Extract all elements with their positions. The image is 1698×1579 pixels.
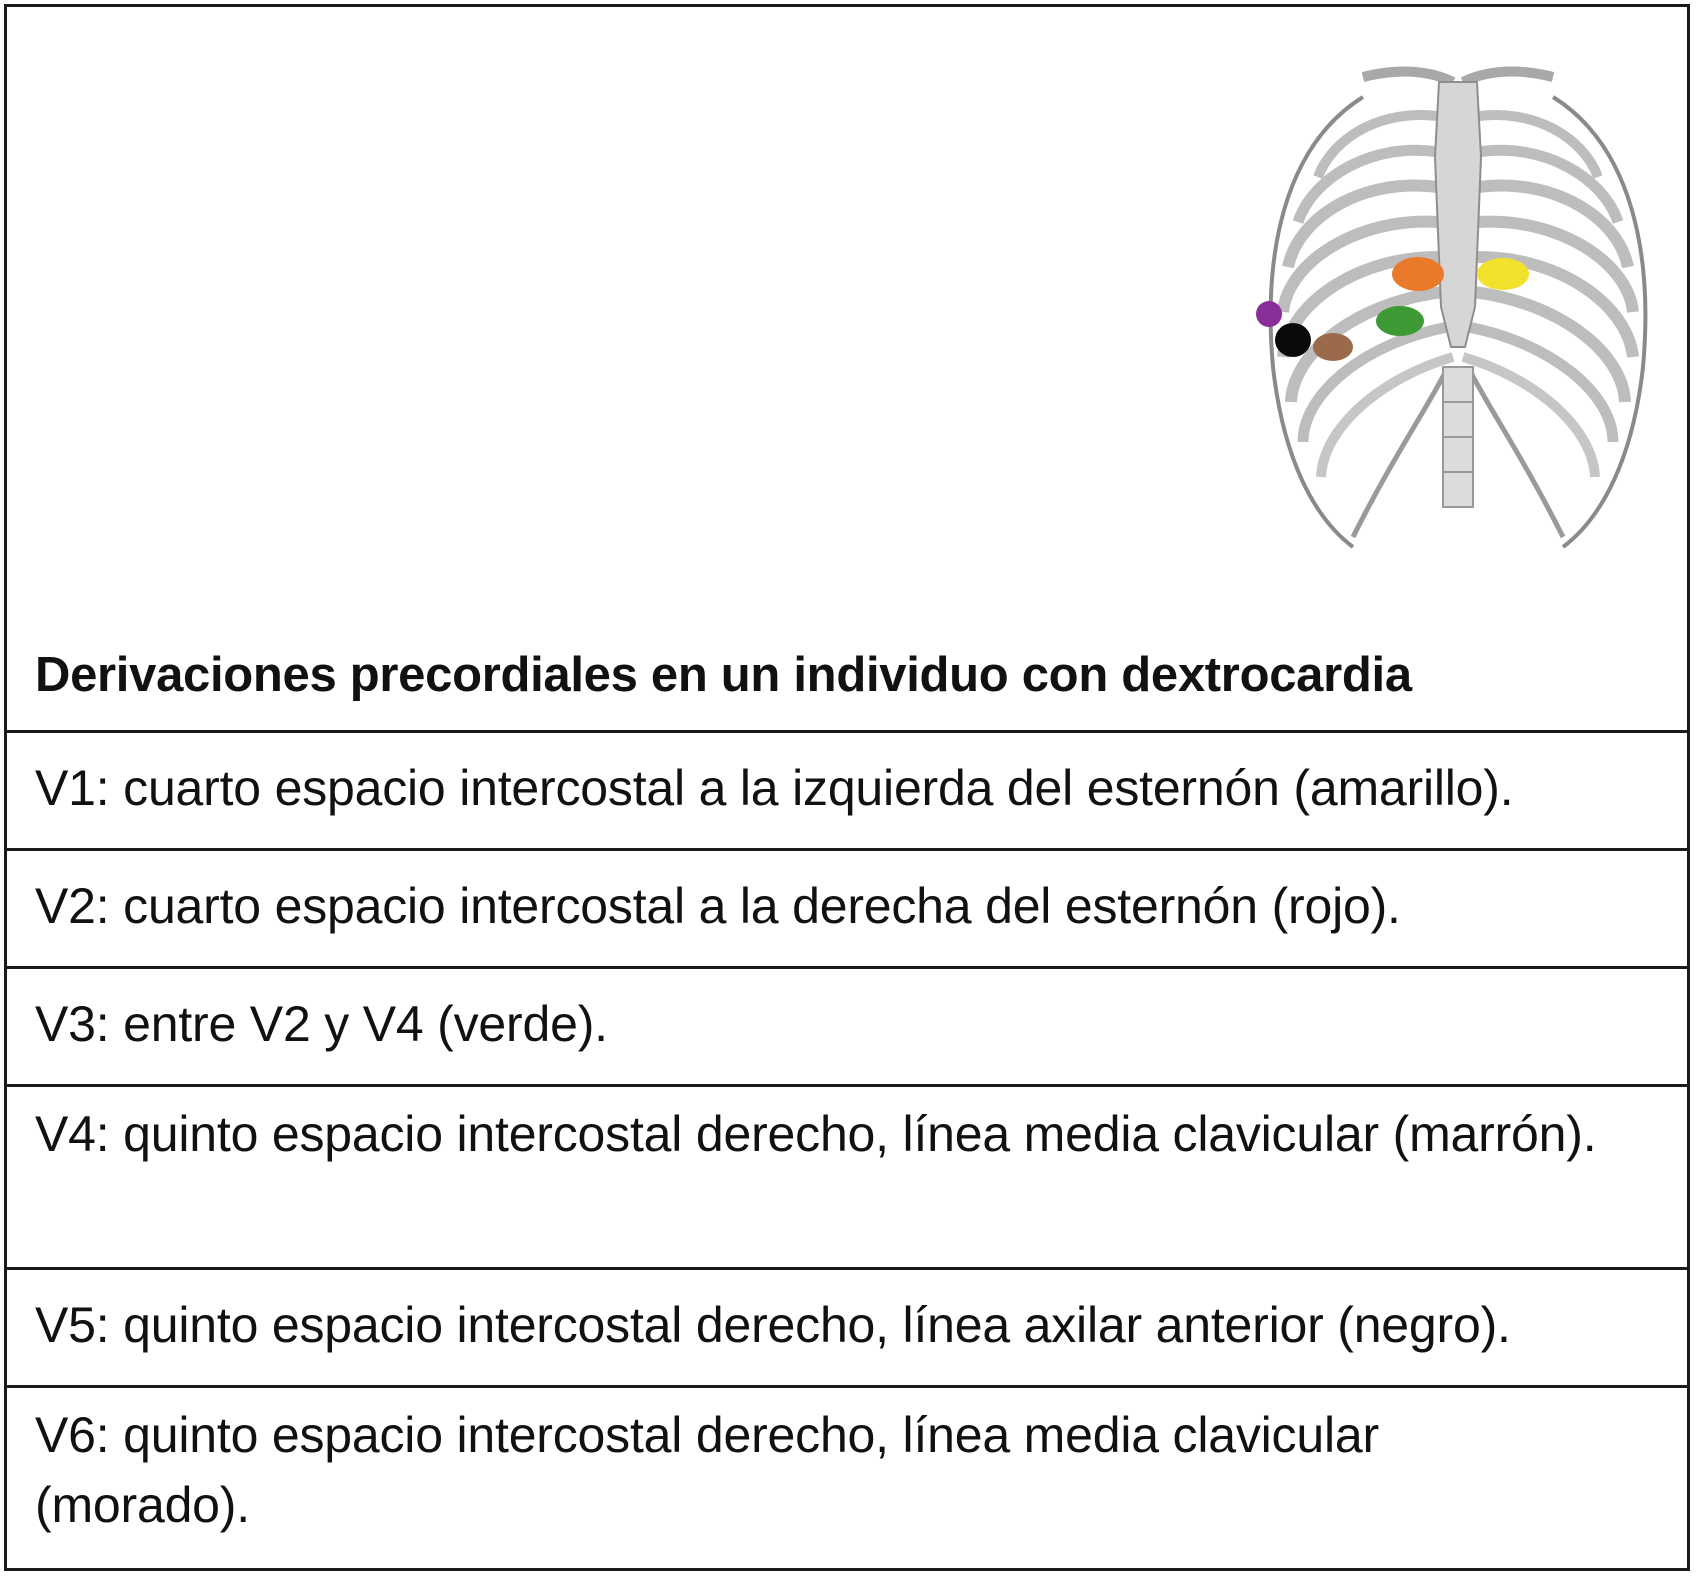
table-title: Derivaciones precordiales en un individuo con dextrocardia <box>35 648 1412 702</box>
table-row <box>7 733 1687 851</box>
table-row <box>7 1087 1687 1270</box>
electrode-v5 <box>1275 323 1311 357</box>
row-text-v2: V2: cuarto espacio intercostal a la derecha del esternón (rojo). <box>35 878 1401 934</box>
electrode-v3 <box>1376 306 1424 336</box>
table-row <box>7 1270 1687 1388</box>
electrode-v4 <box>1313 333 1353 361</box>
row-text-v1: V1: cuarto espacio intercostal a la izquierda del esternón (amarillo). <box>35 760 1514 816</box>
table-row <box>7 1388 1687 1568</box>
row-text-v5: V5: quinto espacio intercostal derecho, línea axilar anterior (negro). <box>35 1297 1511 1353</box>
table-row <box>7 969 1687 1087</box>
row-text-v3: V3: entre V2 y V4 (verde). <box>35 996 608 1052</box>
row-text-v4: V4: quinto espacio intercostal derecho, línea media clavicular (marrón). <box>35 1106 1597 1162</box>
table-frame <box>4 4 1690 1571</box>
electrode-v2 <box>1392 257 1444 291</box>
row-text-v6: V6: quinto espacio intercostal derecho, línea media clavicular (morado). <box>35 1407 1379 1533</box>
table-row <box>7 851 1687 969</box>
ribcage-illustration <box>1243 37 1673 557</box>
electrode-v1 <box>1477 258 1529 290</box>
figure-cell <box>7 7 1687 733</box>
electrode-v6 <box>1256 301 1282 327</box>
